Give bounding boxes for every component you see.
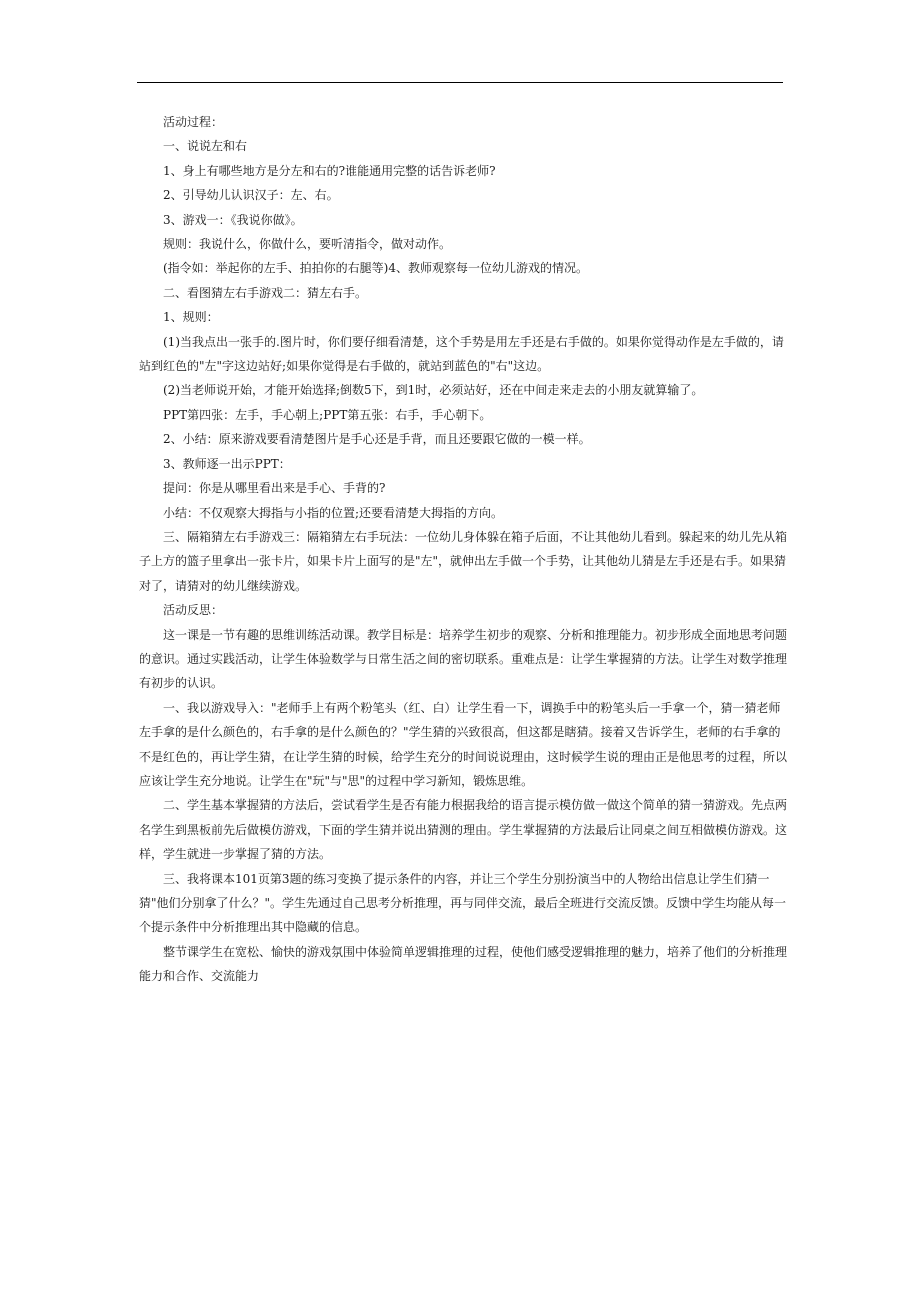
paragraph-rule-1: (1)当我点出一张手的.图片时，你们要仔细看清楚，这个手势是用左手还是右手做的。如果你觉得动作是左手做的，请站到红色的"左"字这边站好;如果你觉得是右手做的，就站到蓝色的"右"这边。	[139, 334, 784, 374]
paragraph-reflection-1: 一、我以游戏导入："老师手上有两个粉笔头（红、白）让学生看一下，调换手中的粉笔头后一手拿一个，猜一猜老师左手拿的是什么颜色的，右手拿的是什么颜色的？"学生猜的兴致很高，但这都是瞎猜。接着又告诉学生，老师的右手拿的不是红色的，再让学生猜，在让学生猜的时候，给学生充分的时间说说理由，这时候学生说的理由正是他思考的过程，所以应该让学生充分地说。让学生在"玩"与"思"的过程中学习新知，锻炼思维。	[139, 700, 788, 788]
paragraph-item-1: 1、身上有哪些地方是分左和右的?谁能通用完整的话告诉老师?	[163, 163, 496, 178]
paragraph-instructions: (指令如：举起你的左手、拍拍你的右腿等)4、教师观察每一位幼儿游戏的情况。	[163, 261, 589, 276]
paragraph-rules: 规则：我说什么，你做什么，要听清指令，做对动作。	[163, 237, 452, 252]
paragraph-activity-process-heading: 活动过程：	[163, 115, 224, 129]
paragraph-ppt-show: 3、教师逐一出示PPT：	[163, 456, 291, 471]
paragraph-reflection-3: 三、我将课本101页第3题的练习变换了提示条件的内容，并让三个学生分别扮演当中的人物给出信息让学生们猜一猜"他们分别拿了什么？"。学生先通过自己思考分析推理，再与同伴交流，最后全班进行交流反馈。反馈中学生均能从每一个提示条件中分析推理出其中隐藏的信息。	[139, 871, 787, 935]
paragraph-section-1-heading: 一、说说左和右	[163, 139, 248, 154]
paragraph-summary-2: 小结：不仅观察大拇指与小指的位置;还要看清楚大拇指的方向。	[163, 505, 504, 520]
paragraph-ppt-slides: PPT第四张：左手，手心朝上;PPT第五张：右手，手心朝下。	[163, 407, 492, 422]
paragraph-rule-2: (2)当老师说开始，才能开始选择;倒数5下，到1时，必须站好，还在中间走来走去的小朋友就算输了。	[163, 383, 704, 398]
paragraph-rules-heading: 1、规则：	[163, 310, 219, 325]
paragraph-reflection-intro: 这一课是一节有趣的思维训练活动课。教学目标是：培养学生初步的观察、分析和推理能力。初步形成全面地思考问题的意识。通过实践活动，让学生体验数学与日常生活之间的密切联系。重难点是：让学生掌握猜的方法。让学生对数学推理有初步的认识。	[139, 627, 788, 691]
paragraph-reflection-heading: 活动反思：	[163, 603, 224, 618]
header-rule	[137, 82, 783, 83]
document-body	[139, 110, 787, 989]
paragraph-reflection-conclusion: 整节课学生在宽松、愉快的游戏氛围中体验简单逻辑推理的过程，使他们感受逻辑推理的魅力，培养了他们的分析推理能力和合作、交流能力	[139, 944, 788, 984]
paragraph-summary-1: 2、小结：原来游戏要看清楚图片是手心还是手背，而且还要跟它做的一模一样。	[163, 432, 591, 447]
paragraph-section-2-heading: 二、看图猜左右手游戏二：猜左右手。	[163, 285, 368, 300]
paragraph-section-3: 三、隔箱猜左右手游戏三：隔箱猜左右手玩法：一位幼儿身体躲在箱子后面，不让其他幼儿看到。躲起来的幼儿先从箱子上方的篮子里拿出一张卡片，如果卡片上面写的是"左"，就伸出左手做一个手势，让其他幼儿猜是左手还是右手。如果猜对了，请猜对的幼儿继续游戏。	[139, 529, 788, 593]
paragraph-item-2: 2、引导幼儿认识汉子：左、右。	[163, 188, 339, 203]
paragraph-question: 提问：你是从哪里看出来是手心、手背的?	[163, 481, 386, 496]
paragraph-item-3: 3、游戏一：《我说你做》。	[163, 212, 303, 227]
paragraph-reflection-2: 二、学生基本掌握猜的方法后，尝试看学生是否有能力根据我给的语言提示模仿做一做这个简单的猜一猜游戏。先点两名学生到黑板前先后做模仿游戏，下面的学生猜并说出猜测的理由。学生掌握猜的方法最后让同桌之间互相做模仿游戏。这样，学生就进一步掌握了猜的方法。	[139, 798, 788, 862]
